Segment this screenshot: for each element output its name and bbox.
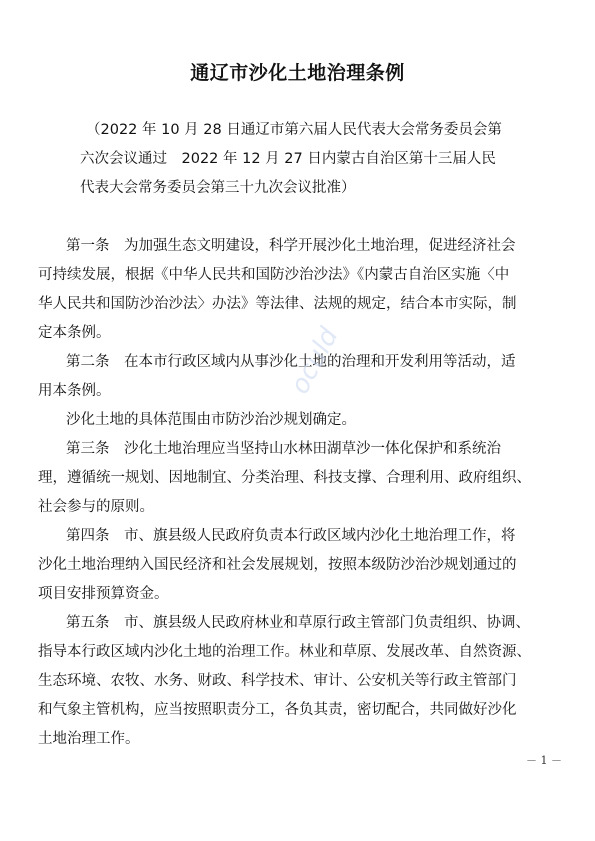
article-4-line-3: 项目安排预算资金。 (38, 586, 169, 602)
article-3-line-1: 第三条 沙化土地治理应当坚持山水林田湖草沙一体化保护和系统治 (66, 441, 501, 457)
article-5-line-1: 第五条 市、旗县级人民政府林业和草原行政主管部门负责组织、协调、 (66, 615, 530, 631)
article-5-line-4: 和气象主管机构，应当按照职责分工，各负其责，密切配合，共同做好沙化 (38, 702, 517, 718)
article-2-line-2: 用本条例。 (38, 383, 111, 399)
article-4-line-2: 沙化土地治理纳入国民经济和社会发展规划，按照本级防沙治沙规划通过的 (38, 557, 517, 573)
document-title: 通辽市沙化土地治理条例 (190, 62, 405, 84)
article-3-line-3: 社会参与的原则。 (38, 499, 154, 515)
article-1-line-2: 可持续发展，根据《中华人民共和国防沙治沙法》《内蒙古自治区实施〈中 (38, 267, 510, 283)
article-1-line-3: 华人民共和国防沙治沙法〉办法》等法律、法规的规定，结合本市实际，制 (38, 296, 517, 312)
article-3-line-2: 理，遵循统一规划、因地制宜、分类治理、科技支撑、合理利用、政府组织、 (38, 470, 531, 486)
article-5-line-5: 土地治理工作。 (38, 731, 140, 747)
article-5-line-3: 生态环境、农牧、水务、财政、科学技术、审计、公安机关等行政主管部门 (38, 673, 517, 689)
article-1-line-4: 定本条例。 (38, 325, 111, 341)
adoption-note-line-2: 六次会议通过 2022 年 12 月 27 日内蒙古自治区第十三届人民 (80, 151, 496, 167)
article-4-line-1: 第四条 市、旗县级人民政府负责本行政区域内沙化土地治理工作，将 (66, 528, 516, 544)
article-2-line-3: 沙化土地的具体范围由市防沙治沙规划确定。 (66, 412, 356, 428)
article-1-line-1: 第一条 为加强生态文明建设，科学开展沙化土地治理，促进经济社会 (66, 238, 516, 254)
watermark-text: oculd (285, 322, 345, 400)
article-5-line-2: 指导本行政区域内沙化土地的治理工作。林业和草原、发展改革、自然资源、 (38, 644, 531, 660)
article-2-line-1: 第二条 在本市行政区域内从事沙化土地的治理和开发利用等活动，适 (66, 354, 516, 370)
page-number: － 1 － (526, 754, 562, 767)
adoption-note-line-3: 代表大会常务委员会第三十九次会议批准） (80, 180, 356, 196)
adoption-note-line-1: （2022 年 10 月 28 日通辽市第六届人民代表大会常务委员会第 (86, 122, 502, 138)
